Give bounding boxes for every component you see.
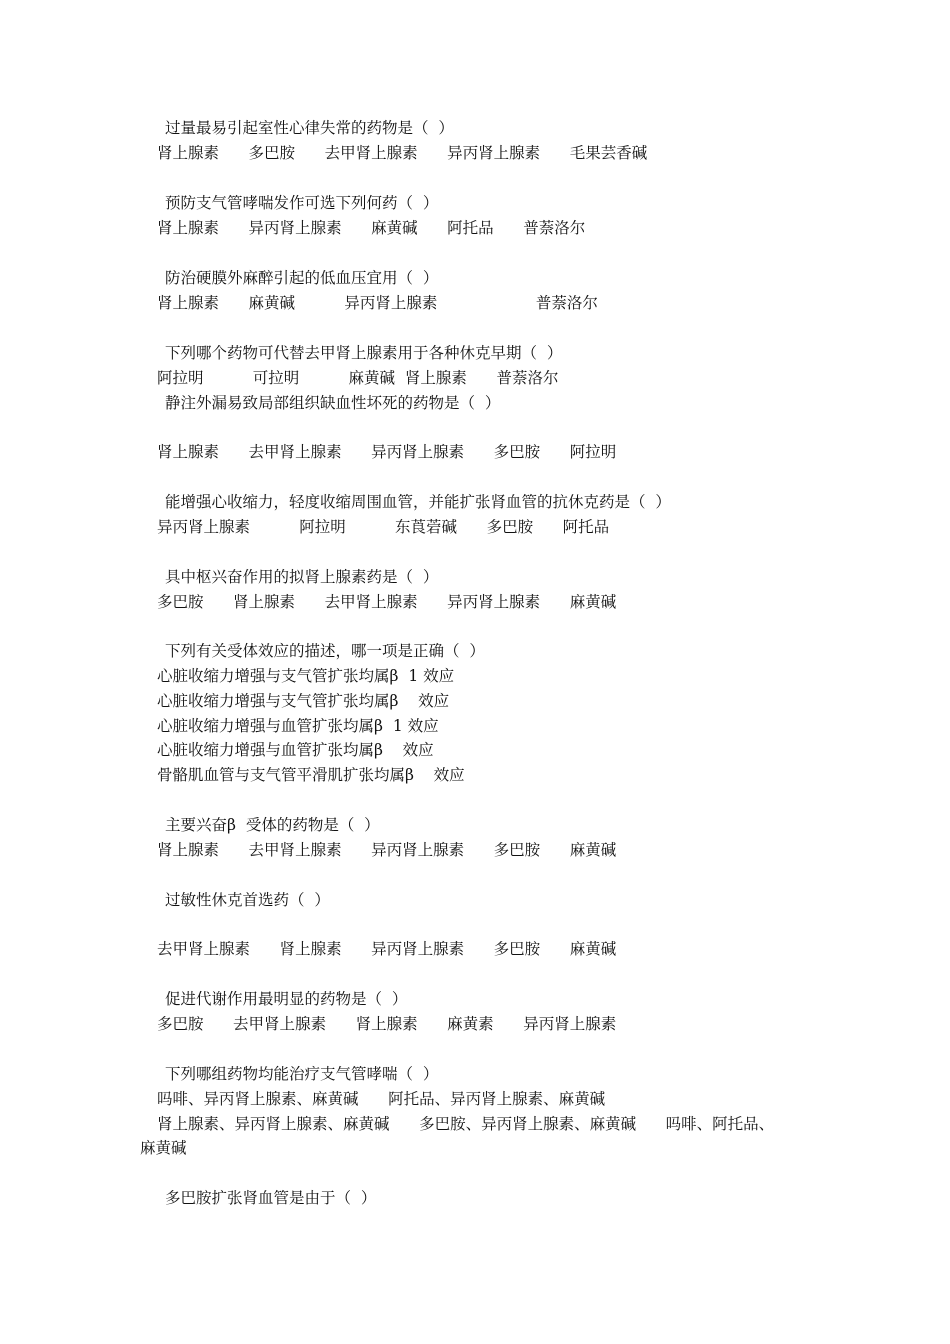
question-9-stem: 主要兴奋β 受体的药物是（ ） (165, 816, 380, 834)
question-3-options: 肾上腺素 麻黄碱 异丙肾上腺素 普萘洛尔 (157, 294, 598, 312)
question-1-stem: 过量最易引起室性心律失常的药物是（ ） (165, 119, 454, 137)
question-8-option-e: 骨骼肌血管与支气管平滑肌扩张均属β 效应 (157, 766, 465, 784)
question-9-options: 肾上腺素 去甲肾上腺素 异丙肾上腺素 多巴胺 麻黄碱 (157, 841, 617, 859)
question-6-options: 异丙肾上腺素 阿拉明 东莨菪碱 多巴胺 阿托品 (157, 518, 610, 536)
question-6-stem: 能增强心收缩力，轻度收缩周围血管，并能扩张肾血管的抗休克药是（ ） (165, 493, 671, 511)
question-12-stem: 下列哪组药物均能治疗支气管哮喘（ ） (165, 1065, 439, 1083)
question-13-stem: 多巴胺扩张肾血管是由于（ ） (165, 1189, 377, 1207)
question-8-option-c: 心脏收缩力增强与血管扩张均属β 1 效应 (157, 717, 439, 735)
question-10-options: 去甲肾上腺素 肾上腺素 异丙肾上腺素 多巴胺 麻黄碱 (157, 940, 617, 958)
question-12-options-line-1: 吗啡、异丙肾上腺素、麻黄碱 阿托品、异丙肾上腺素、麻黄碱 (157, 1090, 606, 1108)
question-8-option-d: 心脏收缩力增强与血管扩张均属β 效应 (157, 741, 434, 759)
question-4-stem: 下列哪个药物可代替去甲肾上腺素用于各种休克早期（ ） (165, 344, 563, 362)
question-10-stem: 过敏性休克首选药（ ） (165, 891, 330, 909)
question-7-stem: 具中枢兴奋作用的拟肾上腺素药是（ ） (165, 568, 439, 586)
question-4-options: 阿拉明 可拉明 麻黄碱 肾上腺素 普萘洛尔 (157, 369, 559, 387)
question-5-options: 肾上腺素 去甲肾上腺素 异丙肾上腺素 多巴胺 阿拉明 (157, 443, 617, 461)
question-11-stem: 促进代谢作用最明显的药物是（ ） (165, 990, 408, 1008)
question-1-options: 肾上腺素 多巴胺 去甲肾上腺素 异丙肾上腺素 毛果芸香碱 (157, 144, 648, 162)
question-8-option-b: 心脏收缩力增强与支气管扩张均属β 效应 (157, 692, 450, 710)
question-5-stem: 静注外漏易致局部组织缺血性坏死的药物是（ ） (165, 394, 501, 412)
question-2-stem: 预防支气管哮喘发作可选下列何药（ ） (165, 194, 439, 212)
question-12-options-line-2: 肾上腺素、异丙肾上腺素、麻黄碱 多巴胺、异丙肾上腺素、麻黄碱 吗啡、阿托品、 (157, 1115, 775, 1133)
question-3-stem: 防治硬膜外麻醉引起的低血压宜用（ ） (165, 269, 439, 287)
question-2-options: 肾上腺素 异丙肾上腺素 麻黄碱 阿托品 普萘洛尔 (157, 219, 586, 237)
question-8-stem: 下列有关受体效应的描述，哪一项是正确（ ） (165, 642, 485, 660)
question-11-options: 多巴胺 去甲肾上腺素 肾上腺素 麻黄素 异丙肾上腺素 (157, 1015, 617, 1033)
question-12-options-line-3: 麻黄碱 (140, 1139, 187, 1157)
question-8-option-a: 心脏收缩力增强与支气管扩张均属β 1 效应 (157, 667, 455, 685)
question-7-options: 多巴胺 肾上腺素 去甲肾上腺素 异丙肾上腺素 麻黄碱 (157, 593, 617, 611)
